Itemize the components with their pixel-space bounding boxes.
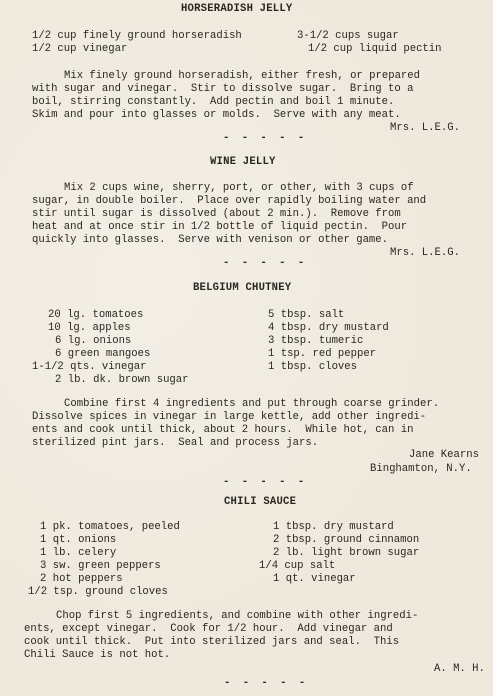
chili-ingredient: 2 hot peppers (40, 573, 123, 585)
chutney-ingredient: 4 tbsp. dry mustard (268, 322, 389, 334)
chili-ingredient: 2 tbsp. ground cinnamon (273, 534, 420, 546)
chili-ingredient: 1 lb. celery (40, 547, 117, 559)
chutney-ingredient: 1 tsp. red pepper (268, 348, 377, 360)
horseradish-direction: Skim and pour into glasses or molds. Serve with any meat. (32, 109, 401, 121)
chutney-ingredient: 1-1/2 qts. vinegar (32, 361, 147, 373)
horseradish-author: Mrs. L.E.G. (390, 122, 460, 134)
chutney-separator: - - - - - (223, 476, 308, 488)
chutney-ingredient: 3 tbsp. tumeric (268, 335, 364, 347)
chili-ingredient: 1 tbsp. dry mustard (273, 521, 394, 533)
chili-direction: ents, except vinegar. Cook for 1/2 hour. Add vinegar and (24, 623, 393, 635)
chutney-direction: Combine first 4 ingredients and put through coarse grinder. (64, 398, 440, 410)
chili-ingredient: 1/4 cup salt (259, 560, 336, 572)
chili-ingredient: 1 pk. tomatoes, peeled (40, 521, 180, 533)
horseradish-ingredient: 3-1/2 cups sugar (297, 30, 399, 42)
horseradish-ingredient: 1/2 cup vinegar (32, 43, 128, 55)
wine-direction: stir until sugar is dissolved (about 2 min.). Remove from (32, 208, 401, 220)
wine-separator: - - - - - (223, 257, 308, 269)
chili-title: CHILI SAUCE (224, 496, 297, 508)
chutney-direction: sterilized pint jars. Seal and process jars. (32, 437, 319, 449)
chili-ingredient: 1 qt. onions (40, 534, 117, 546)
chili-direction: cook until thick. Put into sterilized jars and seal. This (24, 636, 400, 648)
chutney-author: Jane Kearns (409, 449, 479, 461)
chutney-location: Binghamton, N.Y. (370, 463, 472, 475)
horseradish-direction: with sugar and vinegar. Stir to dissolve sugar. Bring to a (32, 83, 414, 95)
chutney-ingredient: 5 tbsp. salt (268, 309, 345, 321)
chili-author: A. M. H. (434, 663, 485, 675)
chili-ingredient: 2 lb. light brown sugar (273, 547, 420, 559)
chili-ingredient: 1 qt. vinegar (273, 573, 356, 585)
horseradish-direction: Mix finely ground horseradish, either fresh, or prepared (64, 70, 421, 82)
horseradish-ingredient: 1/2 cup liquid pectin (308, 43, 442, 55)
chutney-ingredient: 20 lg. tomatoes (48, 309, 144, 321)
chutney-ingredient: 6 green mangoes (55, 348, 151, 360)
horseradish-ingredient: 1/2 cup finely ground horseradish (32, 30, 242, 42)
wine-direction: quickly into glasses. Serve with venison or other game. (32, 234, 389, 246)
chili-direction: Chili Sauce is not hot. (24, 649, 171, 661)
wine-direction: sugar, in double boiler. Place over rapidly boiling water and (32, 195, 427, 207)
chili-direction: Chop first 5 ingredients, and combine with other ingredi- (56, 610, 419, 622)
wine-direction: Mix 2 cups wine, sherry, port, or other, with 3 cups of (64, 182, 414, 194)
chutney-direction: Dissolve spices in vinegar in large kettle, add other ingredi- (32, 411, 427, 423)
chili-ingredient: 3 sw. green peppers (40, 560, 161, 572)
horseradish-direction: boil, stirring constantly. Add pectin and boil 1 minute. (32, 96, 395, 108)
chutney-title: BELGIUM CHUTNEY (193, 282, 292, 294)
wine-author: Mrs. L.E.G. (390, 247, 460, 259)
horseradish-title: HORSERADISH JELLY (181, 3, 293, 15)
chili-ingredient: 1/2 tsp. ground cloves (28, 586, 168, 598)
chutney-ingredient: 2 lb. dk. brown sugar (55, 374, 189, 386)
horseradish-separator: - - - - - (223, 132, 308, 144)
chutney-ingredient: 1 tbsp. cloves (268, 361, 358, 373)
chutney-direction: ents and cook until thick, about 2 hours. While hot, can in (32, 424, 414, 436)
wine-title: WINE JELLY (210, 156, 276, 168)
chutney-ingredient: 10 lg. apples (48, 322, 131, 334)
wine-direction: heat and at once stir in 1/2 bottle of liquid pectin. Pour (32, 221, 408, 233)
chili-separator: - - - - - (224, 677, 309, 689)
chutney-ingredient: 6 lg. onions (55, 335, 132, 347)
